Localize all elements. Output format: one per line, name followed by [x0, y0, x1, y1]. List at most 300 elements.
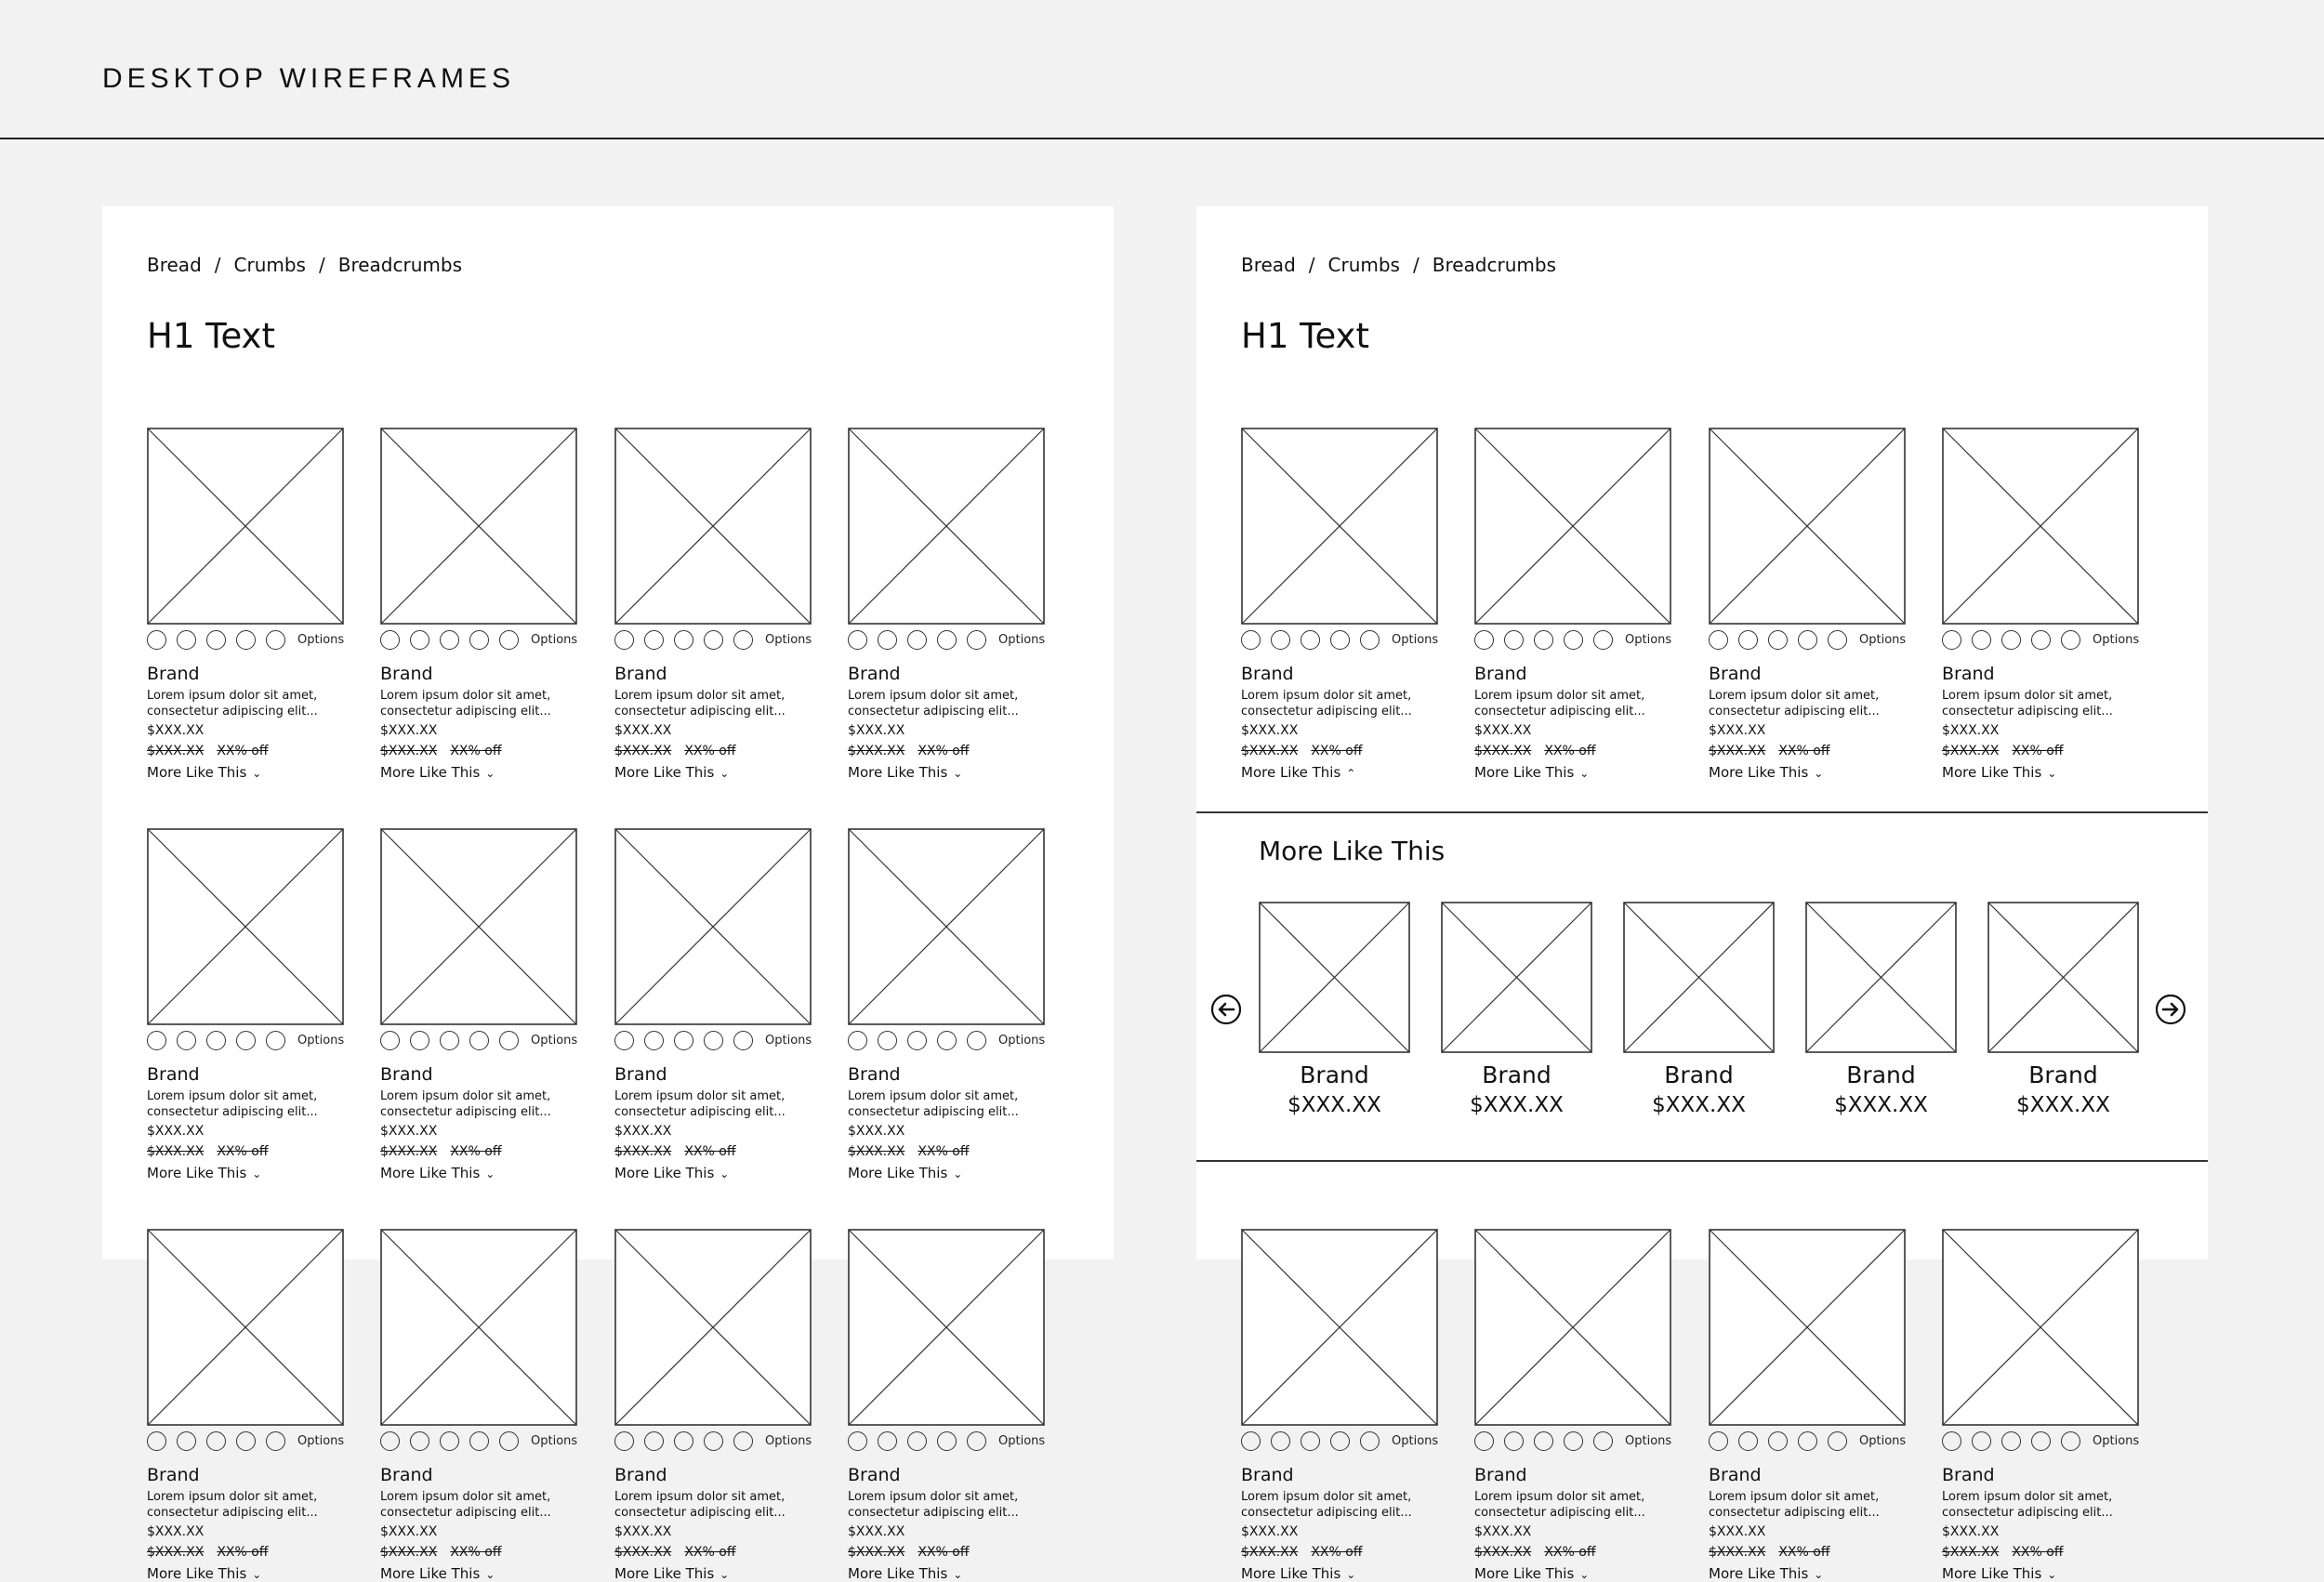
carousel-item-price: $XXX.XX	[1652, 1093, 1746, 1117]
carousel-item[interactable]	[1441, 902, 1592, 1117]
options-link[interactable]: Options	[297, 1034, 345, 1048]
product-card[interactable]	[1709, 428, 1907, 781]
arrow-right-circle-icon[interactable]	[2155, 994, 2186, 1025]
product-card[interactable]	[147, 828, 345, 1181]
chevron-down-icon: ⌄	[252, 1167, 262, 1180]
color-swatch[interactable]	[907, 1031, 927, 1050]
color-swatch[interactable]	[206, 630, 226, 650]
more-like-this-toggle[interactable]	[147, 1565, 261, 1582]
breadcrumb-item-bread[interactable]: Bread	[1241, 254, 1296, 276]
breadcrumb-item-crumbs[interactable]: Crumbs	[1327, 254, 1400, 276]
sale-price	[1241, 744, 1362, 758]
color-swatch[interactable]	[967, 630, 986, 650]
color-swatch[interactable]	[1360, 630, 1380, 650]
color-swatch[interactable]	[848, 1431, 867, 1451]
color-swatch[interactable]	[1738, 1431, 1758, 1451]
options-link[interactable]: Options	[2093, 633, 2140, 647]
more-like-this-label: More Like This	[1241, 1565, 1341, 1582]
options-link[interactable]: Options	[297, 1434, 345, 1448]
original-price: $XXX.XX	[147, 1545, 205, 1560]
color-swatch[interactable]	[1360, 1431, 1380, 1451]
product-card[interactable]	[1474, 428, 1672, 781]
options-link[interactable]: Options	[765, 1034, 812, 1048]
more-like-this-toggle[interactable]	[147, 764, 261, 781]
color-swatch[interactable]	[733, 1031, 753, 1050]
color-swatch[interactable]	[733, 630, 753, 650]
more-like-this-toggle[interactable]	[614, 1565, 729, 1582]
description-line: consectetur adipiscing elit...	[1709, 705, 1880, 718]
description-line: consectetur adipiscing elit...	[614, 705, 786, 718]
image-placeholder-icon[interactable]	[614, 1229, 812, 1426]
color-swatch[interactable]	[177, 1431, 196, 1451]
discount-label: XX% off	[1311, 744, 1363, 758]
description-line: consectetur adipiscing elit...	[1241, 705, 1412, 718]
description-line: Lorem ipsum dolor sit amet,	[614, 689, 786, 703]
product-card[interactable]	[147, 428, 345, 781]
discount-label: XX% off	[450, 744, 502, 758]
product-brand: Brand	[147, 1064, 200, 1085]
swatch-row	[614, 1031, 812, 1055]
product-price: $XXX.XX	[848, 723, 905, 738]
image-placeholder-icon[interactable]	[848, 428, 1045, 625]
sale-price	[848, 1144, 969, 1159]
image-placeholder-icon[interactable]	[380, 1229, 577, 1426]
product-brand: Brand	[380, 664, 433, 684]
color-swatch[interactable]	[1241, 1431, 1261, 1451]
color-swatch[interactable]	[1798, 1431, 1817, 1451]
carousel-item[interactable]	[1987, 902, 2139, 1117]
color-swatch[interactable]	[410, 630, 429, 650]
color-swatch[interactable]	[1534, 630, 1553, 650]
product-price: $XXX.XX	[147, 723, 205, 738]
product-brand: Brand	[1709, 664, 1762, 684]
carousel-item[interactable]	[1623, 902, 1775, 1117]
color-swatch[interactable]	[878, 1031, 897, 1050]
original-price: $XXX.XX	[147, 1144, 205, 1159]
product-card[interactable]	[848, 828, 1046, 1181]
color-swatch[interactable]	[1241, 630, 1261, 650]
color-swatch[interactable]	[674, 1431, 693, 1451]
color-swatch[interactable]	[2031, 1431, 2051, 1451]
color-swatch[interactable]	[1474, 630, 1494, 650]
options-link[interactable]: Options	[998, 1434, 1046, 1448]
color-swatch[interactable]	[1942, 1431, 1961, 1451]
more-like-this-toggle[interactable]	[1241, 764, 1355, 781]
page-header	[0, 0, 2324, 139]
more-like-this-label: More Like This	[1709, 764, 1809, 781]
description-line: consectetur adipiscing elit...	[147, 1105, 318, 1119]
product-description	[1709, 688, 1909, 719]
color-swatch[interactable]	[1271, 1431, 1290, 1451]
options-link[interactable]: Options	[297, 633, 345, 647]
options-link[interactable]: Options	[531, 1034, 578, 1048]
color-swatch[interactable]	[410, 1431, 429, 1451]
carousel-item-brand: Brand	[1664, 1061, 1734, 1088]
description-line: Lorem ipsum dolor sit amet,	[1942, 1490, 2113, 1504]
image-placeholder-icon[interactable]	[1241, 1229, 1438, 1426]
wireframe-right	[1196, 206, 2208, 1582]
image-placeholder-icon[interactable]	[614, 828, 812, 1025]
description-line: Lorem ipsum dolor sit amet,	[1474, 1490, 1645, 1504]
more-like-this-label: More Like This	[1942, 764, 2042, 781]
color-swatch[interactable]	[1972, 1431, 1991, 1451]
product-description	[1241, 688, 1442, 719]
more-like-this-label: More Like This	[848, 1565, 948, 1582]
color-swatch[interactable]	[469, 630, 489, 650]
product-card[interactable]	[848, 428, 1046, 781]
color-swatch[interactable]	[147, 630, 166, 650]
color-swatch[interactable]	[704, 1431, 723, 1451]
product-price: $XXX.XX	[1709, 1524, 1766, 1539]
more-like-this-toggle[interactable]	[380, 1565, 495, 1582]
product-brand: Brand	[1709, 1465, 1762, 1485]
description-line: Lorem ipsum dolor sit amet,	[1474, 689, 1645, 703]
image-placeholder-icon[interactable]	[614, 428, 812, 625]
color-swatch[interactable]	[1301, 1431, 1320, 1451]
product-card[interactable]	[848, 1229, 1046, 1582]
description-line: Lorem ipsum dolor sit amet,	[380, 1089, 551, 1103]
product-description	[147, 1489, 348, 1521]
color-swatch[interactable]	[848, 630, 867, 650]
product-price: $XXX.XX	[1474, 1524, 1532, 1539]
image-placeholder-icon[interactable]	[1474, 428, 1671, 625]
swatch-row	[848, 1431, 1045, 1456]
color-swatch[interactable]	[907, 630, 927, 650]
image-placeholder-icon[interactable]	[1241, 428, 1438, 625]
color-swatch[interactable]	[1564, 1431, 1583, 1451]
color-swatch[interactable]	[907, 1431, 927, 1451]
color-swatch[interactable]	[1593, 1431, 1613, 1451]
options-link[interactable]: Options	[1625, 633, 1672, 647]
color-swatch[interactable]	[1271, 630, 1290, 650]
discount-label: XX% off	[1778, 744, 1830, 758]
product-brand: Brand	[1474, 1465, 1527, 1485]
product-brand: Brand	[1241, 664, 1294, 684]
color-swatch[interactable]	[937, 1431, 957, 1451]
description-line: consectetur adipiscing elit...	[380, 1105, 551, 1119]
color-swatch[interactable]	[440, 1031, 459, 1050]
color-swatch[interactable]	[1504, 630, 1524, 650]
image-placeholder-icon[interactable]	[147, 428, 344, 625]
more-like-this-toggle[interactable]	[1474, 764, 1589, 781]
color-swatch[interactable]	[1942, 630, 1961, 650]
sale-price	[614, 1144, 735, 1159]
original-price: $XXX.XX	[1241, 744, 1299, 758]
color-swatch[interactable]	[2031, 630, 2051, 650]
options-link[interactable]: Options	[998, 1034, 1046, 1048]
product-price: $XXX.XX	[1474, 723, 1532, 738]
product-card[interactable]	[1474, 1229, 1672, 1582]
color-swatch[interactable]	[878, 630, 897, 650]
color-swatch[interactable]	[206, 1031, 226, 1050]
color-swatch[interactable]	[967, 1031, 986, 1050]
original-price: $XXX.XX	[1241, 1545, 1299, 1560]
sale-price	[614, 744, 735, 758]
breadcrumb-item-crumbs[interactable]: Crumbs	[233, 254, 306, 276]
color-swatch[interactable]	[1768, 630, 1788, 650]
image-placeholder-icon[interactable]	[1805, 902, 1957, 1053]
product-card[interactable]	[1241, 1229, 1439, 1582]
color-swatch[interactable]	[499, 630, 519, 650]
product-card[interactable]	[147, 1229, 345, 1582]
more-like-this-toggle[interactable]	[848, 764, 962, 781]
image-placeholder-icon[interactable]	[147, 1229, 344, 1426]
more-like-this-panel	[1196, 811, 2208, 1162]
product-card[interactable]	[1709, 1229, 1907, 1582]
chevron-up-icon: ⌃	[1346, 767, 1356, 780]
more-like-this-label: More Like This	[614, 1565, 715, 1582]
chevron-down-icon: ⌄	[953, 1568, 963, 1581]
image-placeholder-icon[interactable]	[380, 428, 577, 625]
color-swatch[interactable]	[1738, 630, 1758, 650]
discount-label: XX% off	[2012, 744, 2064, 758]
product-brand: Brand	[848, 1064, 901, 1085]
more-like-this-toggle[interactable]	[614, 764, 729, 781]
color-swatch[interactable]	[266, 1431, 285, 1451]
color-swatch[interactable]	[848, 1031, 867, 1050]
description-line: consectetur adipiscing elit...	[848, 705, 1019, 718]
color-swatch[interactable]	[1330, 630, 1350, 650]
carousel-item-price: $XXX.XX	[2016, 1093, 2110, 1117]
color-swatch[interactable]	[704, 630, 723, 650]
color-swatch[interactable]	[147, 1431, 166, 1451]
chevron-down-icon: ⌄	[1814, 1568, 1824, 1581]
color-swatch[interactable]	[1828, 1431, 1847, 1451]
chevron-down-icon: ⌄	[2047, 1568, 2057, 1581]
color-swatch[interactable]	[1798, 630, 1817, 650]
color-swatch[interactable]	[266, 630, 285, 650]
color-swatch[interactable]	[2061, 630, 2080, 650]
more-like-this-toggle[interactable]	[1942, 1565, 2056, 1582]
original-price: $XXX.XX	[848, 1144, 905, 1159]
breadcrumb-item-bread[interactable]: Bread	[147, 254, 202, 276]
product-price: $XXX.XX	[1942, 1524, 2000, 1539]
color-swatch[interactable]	[266, 1031, 285, 1050]
product-card[interactable]	[380, 828, 578, 1181]
more-like-this-toggle[interactable]	[1474, 1565, 1589, 1582]
color-swatch[interactable]	[147, 1031, 166, 1050]
color-swatch[interactable]	[1828, 630, 1847, 650]
more-like-this-label: More Like This	[380, 1165, 481, 1181]
color-swatch[interactable]	[2001, 630, 2021, 650]
color-swatch[interactable]	[380, 1031, 400, 1050]
more-like-this-toggle[interactable]	[380, 764, 495, 781]
more-like-this-label: More Like This	[380, 764, 481, 781]
more-like-this-label: More Like This	[1709, 1565, 1809, 1582]
options-link[interactable]: Options	[531, 1434, 578, 1448]
more-like-this-toggle[interactable]	[1241, 1565, 1355, 1582]
options-link[interactable]: Options	[765, 1434, 812, 1448]
product-card[interactable]	[614, 428, 812, 781]
chevron-down-icon: ⌄	[1814, 767, 1824, 780]
options-link[interactable]: Options	[2093, 1434, 2140, 1448]
original-price: $XXX.XX	[1942, 744, 2000, 758]
image-placeholder-icon[interactable]	[848, 828, 1045, 1025]
swatch-row	[1942, 630, 2139, 654]
more-like-this-toggle[interactable]	[1709, 764, 1823, 781]
product-description	[147, 1088, 348, 1120]
color-swatch[interactable]	[704, 1031, 723, 1050]
breadcrumb-item-breadcrumbs[interactable]: Breadcrumbs	[337, 254, 462, 276]
color-swatch[interactable]	[499, 1431, 519, 1451]
product-card[interactable]	[380, 428, 578, 781]
product-card[interactable]	[614, 828, 812, 1181]
color-swatch[interactable]	[1504, 1431, 1524, 1451]
description-line: consectetur adipiscing elit...	[848, 1506, 1019, 1520]
color-swatch[interactable]	[236, 1031, 256, 1050]
color-swatch[interactable]	[2001, 1431, 2021, 1451]
swatch-row	[147, 630, 344, 654]
page-title: DESKTOP WIREFRAMES	[102, 63, 515, 94]
more-like-this-toggle[interactable]	[614, 1165, 729, 1181]
color-swatch[interactable]	[440, 1431, 459, 1451]
product-description	[380, 1088, 581, 1120]
more-like-this-label: More Like This	[147, 764, 247, 781]
more-like-this-toggle[interactable]	[1942, 764, 2056, 781]
chevron-down-icon: ⌄	[953, 767, 963, 780]
color-swatch[interactable]	[1534, 1431, 1553, 1451]
product-brand: Brand	[614, 1465, 667, 1485]
carousel-item-price: $XXX.XX	[1470, 1093, 1564, 1117]
color-swatch[interactable]	[1593, 630, 1613, 650]
color-swatch[interactable]	[2061, 1431, 2080, 1451]
product-card[interactable]	[1241, 428, 1439, 781]
color-swatch[interactable]	[380, 630, 400, 650]
color-swatch[interactable]	[614, 1031, 634, 1050]
color-swatch[interactable]	[1709, 630, 1728, 650]
color-swatch[interactable]	[499, 1031, 519, 1050]
image-placeholder-icon[interactable]	[1709, 428, 1906, 625]
options-link[interactable]: Options	[1859, 1434, 1907, 1448]
color-swatch[interactable]	[644, 630, 664, 650]
color-swatch[interactable]	[177, 630, 196, 650]
image-placeholder-icon[interactable]	[1474, 1229, 1671, 1426]
product-price: $XXX.XX	[147, 1524, 205, 1539]
product-card[interactable]	[380, 1229, 578, 1582]
carousel-item[interactable]	[1259, 902, 1410, 1117]
color-swatch[interactable]	[937, 1031, 957, 1050]
product-description	[1709, 1489, 1909, 1521]
image-placeholder-icon[interactable]	[380, 828, 577, 1025]
image-placeholder-icon[interactable]	[848, 1229, 1045, 1426]
description-line: Lorem ipsum dolor sit amet,	[1942, 689, 2113, 703]
color-swatch[interactable]	[1709, 1431, 1728, 1451]
options-link[interactable]: Options	[1392, 1434, 1439, 1448]
product-card[interactable]	[614, 1229, 812, 1582]
more-like-this-toggle[interactable]	[1709, 1565, 1823, 1582]
image-placeholder-icon[interactable]	[1942, 428, 2139, 625]
product-card[interactable]	[1942, 1229, 2140, 1582]
chevron-down-icon: ⌄	[953, 1167, 963, 1180]
image-placeholder-icon[interactable]	[1441, 902, 1592, 1053]
product-price: $XXX.XX	[1942, 723, 2000, 738]
product-price: $XXX.XX	[848, 1124, 905, 1139]
color-swatch[interactable]	[967, 1431, 986, 1451]
product-description	[1474, 688, 1675, 719]
options-link[interactable]: Options	[1625, 1434, 1672, 1448]
product-description	[147, 688, 348, 719]
color-swatch[interactable]	[177, 1031, 196, 1050]
description-line: Lorem ipsum dolor sit amet,	[1709, 1490, 1880, 1504]
options-link[interactable]: Options	[998, 633, 1046, 647]
image-placeholder-icon[interactable]	[1942, 1229, 2139, 1426]
color-swatch[interactable]	[878, 1431, 897, 1451]
discount-label: XX% off	[217, 744, 269, 758]
options-link[interactable]: Options	[765, 633, 812, 647]
product-price: $XXX.XX	[380, 1124, 438, 1139]
color-swatch[interactable]	[614, 630, 634, 650]
color-swatch[interactable]	[1301, 630, 1320, 650]
product-brand: Brand	[147, 664, 200, 684]
image-placeholder-icon[interactable]	[1709, 1229, 1906, 1426]
options-link[interactable]: Options	[531, 633, 578, 647]
more-like-this-toggle[interactable]	[848, 1565, 962, 1582]
original-price: $XXX.XX	[380, 744, 438, 758]
color-swatch[interactable]	[1972, 630, 1991, 650]
product-brand: Brand	[848, 1465, 901, 1485]
color-swatch[interactable]	[440, 630, 459, 650]
breadcrumb-item-breadcrumbs[interactable]: Breadcrumbs	[1432, 254, 1556, 276]
sale-price	[1942, 1545, 2063, 1560]
more-like-this-toggle[interactable]	[380, 1165, 495, 1181]
original-price: $XXX.XX	[614, 744, 672, 758]
color-swatch[interactable]	[1768, 1431, 1788, 1451]
carousel-item[interactable]	[1805, 902, 1957, 1117]
original-price: $XXX.XX	[614, 1545, 672, 1560]
color-swatch[interactable]	[614, 1431, 634, 1451]
options-link[interactable]: Options	[1859, 633, 1907, 647]
color-swatch[interactable]	[674, 1031, 693, 1050]
sale-price	[1709, 1545, 1829, 1560]
more-like-this-toggle[interactable]	[147, 1165, 261, 1181]
color-swatch[interactable]	[380, 1431, 400, 1451]
color-swatch[interactable]	[674, 630, 693, 650]
product-card[interactable]	[1942, 428, 2140, 781]
description-line: Lorem ipsum dolor sit amet,	[147, 1490, 318, 1504]
color-swatch[interactable]	[236, 630, 256, 650]
image-placeholder-icon[interactable]	[1987, 902, 2139, 1053]
original-price: $XXX.XX	[1709, 744, 1766, 758]
color-swatch[interactable]	[644, 1031, 664, 1050]
swatch-row	[848, 1031, 1045, 1055]
color-swatch[interactable]	[644, 1431, 664, 1451]
color-swatch[interactable]	[469, 1031, 489, 1050]
more-like-this-toggle[interactable]	[848, 1165, 962, 1181]
color-swatch[interactable]	[733, 1431, 753, 1451]
description-line: consectetur adipiscing elit...	[614, 1105, 786, 1119]
color-swatch[interactable]	[236, 1431, 256, 1451]
discount-label: XX% off	[2012, 1545, 2064, 1560]
sale-price	[848, 1545, 969, 1560]
image-placeholder-icon[interactable]	[147, 828, 344, 1025]
arrow-left-circle-icon[interactable]	[1210, 994, 1242, 1025]
color-swatch[interactable]	[206, 1431, 226, 1451]
description-line: Lorem ipsum dolor sit amet,	[614, 1490, 786, 1504]
description-line: Lorem ipsum dolor sit amet,	[1709, 689, 1880, 703]
color-swatch[interactable]	[1564, 630, 1583, 650]
color-swatch[interactable]	[410, 1031, 429, 1050]
image-placeholder-icon[interactable]	[1623, 902, 1775, 1053]
image-placeholder-icon[interactable]	[1259, 902, 1410, 1053]
description-line: Lorem ipsum dolor sit amet,	[848, 1490, 1019, 1504]
product-brand: Brand	[1942, 1465, 1995, 1485]
color-swatch[interactable]	[469, 1431, 489, 1451]
original-price: $XXX.XX	[380, 1545, 438, 1560]
color-swatch[interactable]	[1330, 1431, 1350, 1451]
color-swatch[interactable]	[937, 630, 957, 650]
color-swatch[interactable]	[1474, 1431, 1494, 1451]
options-link[interactable]: Options	[1392, 633, 1439, 647]
